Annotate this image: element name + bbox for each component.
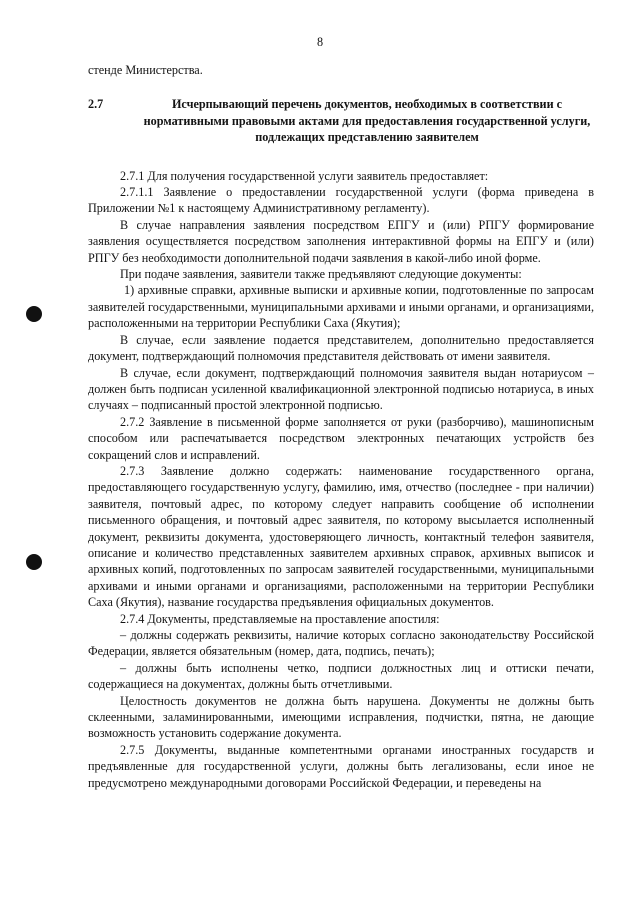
punch-hole-mark-top	[26, 306, 42, 322]
section-number: 2.7	[88, 97, 104, 112]
punch-hole-mark-bottom	[26, 554, 42, 570]
paragraph-epgu: В случае направления заявления посредством ЕПГУ и (или) РПГУ формирование заявления осуществляется посредством заполнения интерактивной формы на ЕПГУ и (или) РПГУ без необходимости дополнительной подачи заявления в какой-либо иной форме.	[88, 217, 594, 265]
dash-item-signatures: – должны быть исполнены четко, подписи должностных лиц и оттиски печати, содержащиеся на документах, должны быть отчетливыми.	[88, 660, 594, 692]
paragraph-notary: В случае, если документ, подтверждающий полномочия заявителя выдан нотариусом – должен быть подписан усиленной квалификационной электронной подписью нотариуса, в иных случаях – подписанный простой электронной подписью.	[88, 365, 594, 413]
paragraph-2-7-2: 2.7.2 Заявление в письменной форме заполняется от руки (разборчиво), машинописным способом или распечатывается посредством электронных печатающих устройств без сокращений слов и исправлений.	[88, 414, 594, 462]
paragraph-2-7-3: 2.7.3 Заявление должно содержать: наименование государственного органа, предоставляющего государственную услугу, фамилию, имя, отчество (последнее - при наличии) заявителя, почтовый адрес, по которому следует направить сообщение об исполнении письменного обращения, и почтовый адрес заявителя, по которому высылается исполненный документ, реквизиты документа, удостоверяющего личность, контактный телефон заявителя, описание и количество представленных заявителем архивных справок, архивных выписок и архивных копий, подготовленных по запросам заявителей государственными, муниципальными архивами и иными органами и организациями, расположенными на территории Республики Саха (Якутия), название государства предъявления официальных документов.	[88, 463, 594, 610]
dash-item-requisites: – должны содержать реквизиты, наличие которых согласно законодательству Российской Федерации, является обязательным (номер, дата, подпись, печать);	[88, 628, 594, 659]
paragraph-2-7-1-1: 2.7.1.1 Заявление о предоставлении государственной услуги (форма приведена в Приложении №1 к настоящему Административному регламенту).	[88, 185, 594, 216]
section-title: Исчерпывающий перечень документов, необходимых в соответствии с нормативными правовыми актами для предоставления государственной услуги, подлежащих представлению заявителем	[143, 97, 591, 145]
list-item-1: 1) архивные справки, архивные выписки и архивные копии, подготовленные по запросам заявителей государственными, муниципальными архивами и иными органами, и организациями, расположенными на территории Республики Саха (Якутия);	[88, 283, 594, 331]
paragraph-2-7-5: 2.7.5 Документы, выданные компетентными органами иностранных государств и предъявленные для государственной услуги, должны быть легализованы, если иное не предусмотрено международными договорами Российской Федерации, и переведены на	[88, 742, 594, 790]
document-body	[88, 62, 594, 791]
section-heading	[88, 96, 594, 145]
paragraph-submission-docs: При подаче заявления, заявители также предъявляют следующие документы:	[120, 267, 522, 282]
paragraph-representative: В случае, если заявление подается представителем, дополнительно предоставляется документ, подтверждающий полномочия представителя действовать от имени заявителя.	[88, 332, 594, 364]
page-number: 8	[316, 35, 324, 49]
paragraph-continuation: стенде Министерства.	[88, 63, 203, 77]
paragraph-2-7-1: 2.7.1 Для получения государственной услуги заявитель предоставляет:	[120, 168, 489, 183]
paragraph-integrity: Целостность документов не должна быть нарушена. Документы не должны быть склеенными, заламинированными, имеющими исправления, подчистки, пятна, не дающие возможность установить содержание документа.	[88, 693, 594, 741]
paragraph-2-7-4: 2.7.4 Документы, представляемые на проставление апостиля:	[120, 611, 440, 626]
